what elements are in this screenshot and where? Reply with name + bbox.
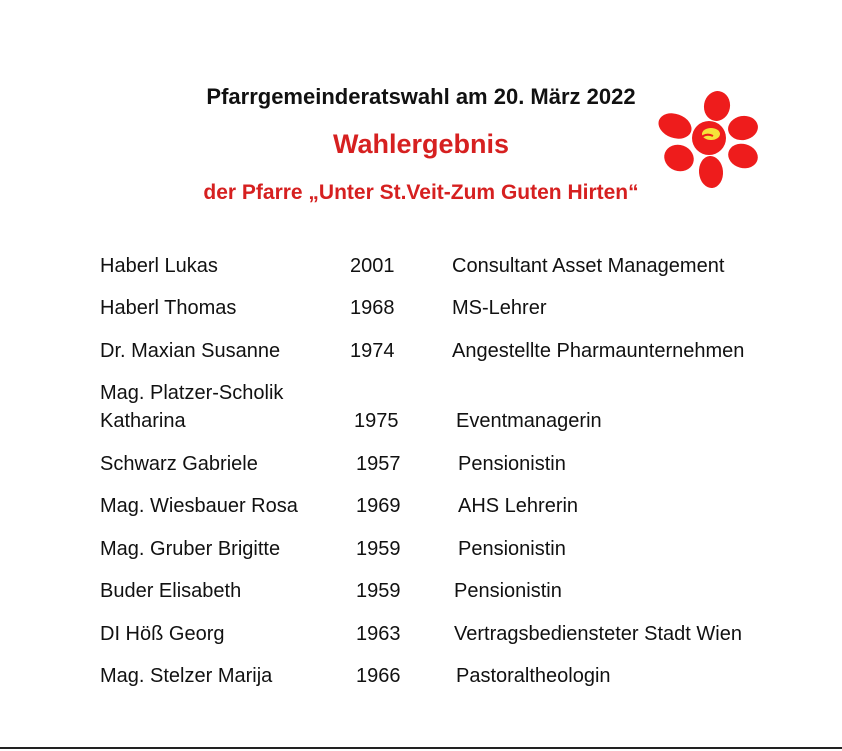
member-occupation: Angestellte Pharmaunternehmen: [452, 340, 745, 362]
member-occupation: Pensionistin: [458, 453, 566, 475]
member-birth-year: 1959: [356, 538, 401, 560]
parish-name: der Pfarre „Unter St.Veit-Zum Guten Hirten“: [203, 181, 639, 204]
member-row: [0, 662, 842, 702]
member-name: Haberl Thomas: [100, 297, 237, 319]
member-birth-year: 1957: [356, 453, 401, 475]
member-name: Mag. Wiesbauer Rosa: [100, 495, 298, 517]
member-birth-year: 2001: [350, 255, 395, 277]
member-birth-year: 1974: [350, 340, 395, 362]
member-name: Haberl Lukas: [100, 255, 218, 277]
member-name: Schwarz Gabriele: [100, 453, 258, 475]
member-row: [0, 252, 842, 292]
member-name: DI Höß Georg: [100, 623, 225, 645]
member-occupation: AHS Lehrerin: [458, 495, 579, 517]
member-occupation: Pensionistin: [454, 580, 562, 602]
member-row: [0, 620, 842, 660]
member-occupation: Eventmanagerin: [456, 410, 602, 432]
member-row: [0, 492, 842, 532]
member-name: Mag. Platzer-Scholik: [100, 382, 284, 404]
member-birth-year: 1966: [356, 665, 401, 687]
member-birth-year: 1963: [356, 623, 401, 645]
member-name: Mag. Gruber Brigitte: [100, 538, 281, 560]
member-name: Buder Elisabeth: [100, 580, 242, 602]
member-row: [0, 379, 842, 432]
member-occupation: MS-Lehrer: [452, 297, 547, 319]
member-occupation: Vertragsbediensteter Stadt Wien: [454, 623, 742, 645]
member-row: [0, 577, 842, 617]
member-occupation: Pastoraltheologin: [456, 665, 611, 687]
member-occupation: Pensionistin: [458, 538, 566, 560]
bottom-divider: [0, 747, 842, 749]
page-title: Pfarrgemeinderatswahl am 20. März 2022: [206, 84, 636, 109]
page-subtitle: Wahlergebnis: [332, 129, 510, 159]
member-occupation: Consultant Asset Management: [452, 255, 725, 277]
member-row: [0, 337, 842, 377]
member-name: Dr. Maxian Susanne: [100, 340, 281, 362]
member-birth-year: 1968: [350, 297, 395, 319]
member-row: [0, 450, 842, 490]
member-birth-year: 1975: [354, 410, 399, 432]
member-name: Mag. Stelzer Marija: [100, 665, 273, 687]
member-name-continued: Katharina: [100, 410, 186, 432]
member-row: [0, 294, 842, 334]
member-birth-year: 1969: [356, 495, 401, 517]
member-row: [0, 535, 842, 575]
member-birth-year: 1959: [356, 580, 401, 602]
